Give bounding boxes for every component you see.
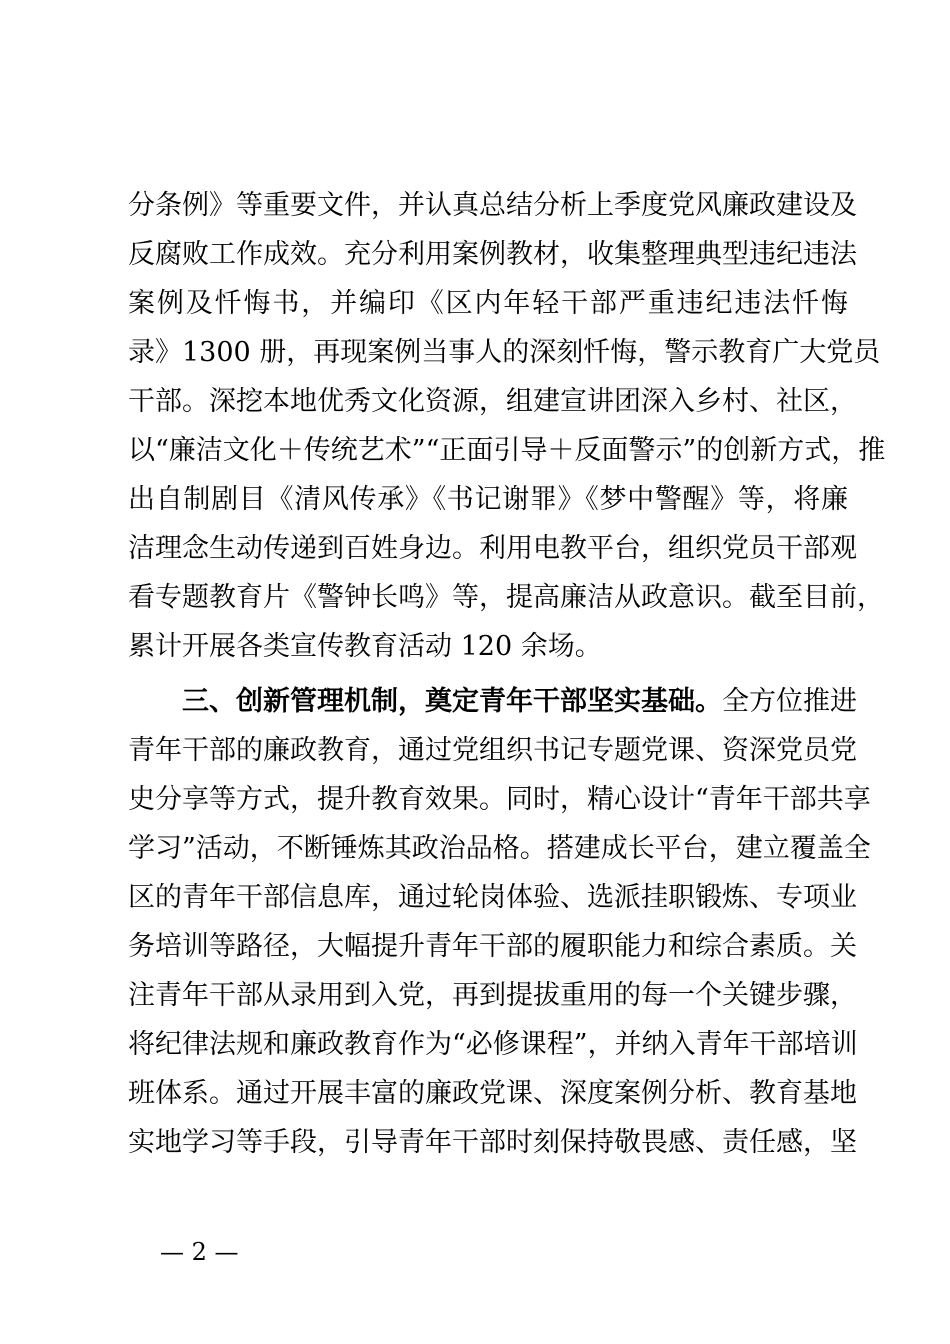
paragraph-line: 史分享等方式，提升教育效果。同时，精心设计“青年干部共享	[128, 784, 871, 815]
paragraph-line: 以“廉洁文化＋传统艺术”“正面引导＋反面警示”的创新方式，推	[128, 435, 886, 466]
paragraph-line: 反腐败工作成效。充分利用案例教材，收集整理典型违纪违法	[128, 239, 857, 270]
section-heading: 三、创新管理机制，奠定青年干部坚实基础。	[182, 686, 722, 717]
section-heading-line	[182, 677, 857, 726]
paragraph-line: 务培训等路径，大幅提升青年干部的履职能力和综合素质。关	[128, 931, 857, 962]
page-number: — 2 —	[160, 1238, 239, 1266]
paragraph-line: 学习”活动，不断锤炼其政治品格。搭建成长平台，建立覆盖全	[128, 833, 871, 864]
paragraph-line: 实地学习等手段，引导青年干部时刻保持敬畏感、责任感，坚	[128, 1127, 857, 1158]
paragraph-line: 区的青年干部信息库，通过轮岗体验、选派挂职锻炼、专项业	[128, 882, 857, 913]
paragraph-line: 干部。深挖本地优秀文化资源，组建宣讲团深入乡村、社区，	[128, 386, 857, 417]
paragraph-line: 分条例》等重要文件，并认真总结分析上季度党风廉政建设及	[128, 190, 857, 221]
heading-line-rest: 全方位推进	[722, 686, 857, 717]
paragraph-line: 青年干部的廉政教育，通过党组织书记专题党课、资深党员党	[128, 735, 857, 766]
paragraph-line: 看专题教育片《警钟长鸣》等，提高廉洁从政意识。截至目前，	[128, 582, 884, 613]
paragraph-line: 累计开展各类宣传教育活动 120 余场。	[128, 631, 602, 662]
paragraph-line: 录》1300 册，再现案例当事人的深刻忏悔，警示教育广大党员	[128, 337, 881, 368]
paragraph-line: 将纪律法规和廉政教育作为“必修课程”，并纳入青年干部培训	[128, 1029, 858, 1060]
paragraph-line: 班体系。通过开展丰富的廉政党课、深度案例分析、教育基地	[128, 1078, 857, 1109]
paragraph-line: 出自制剧目《清风传承》《书记谢罪》《梦中警醒》等，将廉	[128, 484, 848, 515]
paragraph-line: 案例及忏悔书，并编印《区内年轻干部严重违纪违法忏悔	[128, 288, 848, 319]
paragraph-line: 注青年干部从录用到入党，再到提拔重用的每一个关键步骤，	[128, 980, 857, 1011]
paragraph-line: 洁理念生动传递到百姓身边。利用电教平台，组织党员干部观	[128, 533, 857, 564]
